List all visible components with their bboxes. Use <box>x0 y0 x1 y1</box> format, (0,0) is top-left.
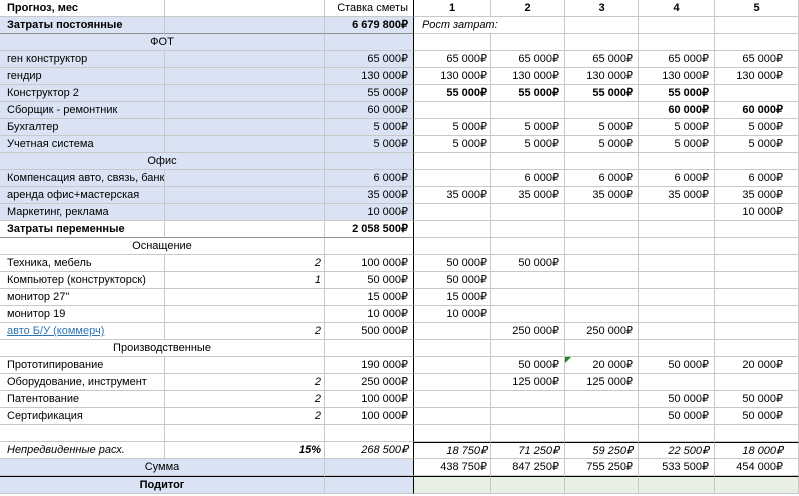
month-5-value[interactable]: 60 000₽ <box>715 102 799 119</box>
empty-cell[interactable] <box>565 340 639 357</box>
empty-cell[interactable] <box>491 340 565 357</box>
empty-cell[interactable] <box>165 0 325 17</box>
month-4-value[interactable] <box>639 323 715 340</box>
cost-row <box>0 51 799 68</box>
month-4-value[interactable] <box>639 272 715 289</box>
month-2-value[interactable]: 65 000₽ <box>491 51 565 68</box>
month-1-value[interactable] <box>414 204 491 221</box>
month-2-value[interactable]: 35 000₽ <box>491 187 565 204</box>
month-2-value[interactable]: 130 000₽ <box>491 68 565 85</box>
month-1-value[interactable]: 50 000₽ <box>414 255 491 272</box>
comment-indicator-icon[interactable] <box>565 357 571 363</box>
month-3-value[interactable] <box>565 306 639 323</box>
month-4-value[interactable]: 50 000₽ <box>639 391 715 408</box>
cost-rate[interactable]: 65 000₽ <box>325 51 414 68</box>
sum-row <box>0 459 799 476</box>
month-4-value[interactable]: 65 000₽ <box>639 51 715 68</box>
cost-name[interactable]: аренда офис+мастерская <box>0 187 165 204</box>
cost-row <box>0 289 799 306</box>
month-3-value[interactable]: 65 000₽ <box>565 51 639 68</box>
cost-row <box>0 357 799 374</box>
empty-cell[interactable] <box>325 476 414 494</box>
empty-cell[interactable] <box>639 153 715 170</box>
month-1-value[interactable]: 10 000₽ <box>414 306 491 323</box>
month-3-value[interactable]: 20 000₽ <box>565 357 639 374</box>
forecast-header[interactable]: Прогноз, мес <box>0 0 165 17</box>
cost-quantity[interactable] <box>165 306 325 323</box>
cost-row <box>0 204 799 221</box>
cost-rate[interactable]: 6 000₽ <box>325 170 414 187</box>
cost-quantity[interactable] <box>165 85 325 102</box>
cost-quantity[interactable]: 2 <box>165 408 325 425</box>
cost-quantity[interactable] <box>165 289 325 306</box>
contingency-month-4[interactable]: 22 500₽ <box>639 442 715 459</box>
month-2-value[interactable]: 125 000₽ <box>491 374 565 391</box>
month-3-value[interactable] <box>565 408 639 425</box>
month-4-value[interactable]: 60 000₽ <box>639 102 715 119</box>
contingency-row <box>0 442 799 459</box>
month-4-value[interactable]: 50 000₽ <box>639 357 715 374</box>
month-2-value[interactable]: 6 000₽ <box>491 170 565 187</box>
cost-row <box>0 272 799 289</box>
fixed-costs-total[interactable]: 6 679 800₽ <box>325 17 414 34</box>
month-5-value[interactable] <box>715 374 799 391</box>
cost-quantity[interactable] <box>165 119 325 136</box>
month-2-value[interactable] <box>491 102 565 119</box>
cost-rate[interactable]: 5 000₽ <box>325 119 414 136</box>
empty-cell[interactable] <box>639 34 715 51</box>
subtotal-label[interactable]: Подитог <box>0 476 325 494</box>
cost-row <box>0 102 799 119</box>
empty-cell[interactable] <box>325 34 414 51</box>
month-2-value[interactable] <box>491 272 565 289</box>
month-4-value[interactable] <box>639 306 715 323</box>
cost-row <box>0 68 799 85</box>
empty-cell[interactable] <box>414 238 491 255</box>
cost-rate[interactable]: 5 000₽ <box>325 136 414 153</box>
month-1-value[interactable]: 65 000₽ <box>414 51 491 68</box>
month-5-header[interactable]: 5 <box>715 0 799 17</box>
empty-cell[interactable] <box>491 221 565 238</box>
section-office[interactable]: Офис <box>0 153 325 170</box>
empty-cell[interactable] <box>565 153 639 170</box>
month-4-value[interactable] <box>639 289 715 306</box>
empty-cell[interactable] <box>565 221 639 238</box>
month-2-value[interactable]: 250 000₽ <box>491 323 565 340</box>
cost-rate[interactable]: 15 000₽ <box>325 289 414 306</box>
empty-cell[interactable] <box>565 425 639 442</box>
contingency-month-2[interactable]: 71 250₽ <box>491 442 565 459</box>
empty-cell[interactable] <box>565 34 639 51</box>
month-3-value[interactable] <box>565 272 639 289</box>
month-1-value[interactable]: 55 000₽ <box>414 85 491 102</box>
empty-cell[interactable] <box>715 221 799 238</box>
empty-cell[interactable] <box>639 221 715 238</box>
month-5-value[interactable]: 5 000₽ <box>715 119 799 136</box>
month-5-value[interactable]: 50 000₽ <box>715 408 799 425</box>
month-3-value[interactable] <box>565 391 639 408</box>
month-5-value[interactable] <box>715 272 799 289</box>
subtotal-row <box>0 476 799 494</box>
empty-cell[interactable] <box>325 425 414 442</box>
section-row <box>0 340 799 357</box>
month-1-value[interactable] <box>414 102 491 119</box>
month-2-value[interactable]: 5 000₽ <box>491 136 565 153</box>
month-3-header[interactable]: 3 <box>565 0 639 17</box>
cost-name[interactable]: ген конструктор <box>0 51 165 68</box>
cost-name[interactable]: Прототипирование <box>0 357 165 374</box>
sum-month-5[interactable]: 454 000₽ <box>715 459 799 476</box>
month-3-value[interactable]: 35 000₽ <box>565 187 639 204</box>
month-5-value[interactable]: 20 000₽ <box>715 357 799 374</box>
fixed-costs-row <box>0 17 799 34</box>
cost-rate[interactable]: 500 000₽ <box>325 323 414 340</box>
empty-cell[interactable] <box>565 476 639 494</box>
month-3-value[interactable] <box>565 102 639 119</box>
cost-row <box>0 374 799 391</box>
month-4-value[interactable] <box>639 204 715 221</box>
cost-rate[interactable]: 55 000₽ <box>325 85 414 102</box>
cost-name[interactable]: Компьютер (конструкторск) <box>0 272 165 289</box>
cost-rate[interactable]: 250 000₽ <box>325 374 414 391</box>
empty-cell[interactable] <box>414 34 491 51</box>
month-4-value[interactable]: 55 000₽ <box>639 85 715 102</box>
month-1-value[interactable]: 35 000₽ <box>414 187 491 204</box>
variable-costs-total[interactable]: 2 058 500₽ <box>325 221 414 238</box>
section-equipment[interactable]: Оснащение <box>0 238 325 255</box>
month-5-value[interactable] <box>715 85 799 102</box>
empty-cell[interactable] <box>715 340 799 357</box>
month-5-value[interactable]: 6 000₽ <box>715 170 799 187</box>
empty-cell[interactable] <box>715 34 799 51</box>
month-5-value[interactable]: 35 000₽ <box>715 187 799 204</box>
empty-cell[interactable] <box>325 238 414 255</box>
cost-quantity[interactable] <box>165 170 325 187</box>
cost-rate[interactable]: 190 000₽ <box>325 357 414 374</box>
month-3-value[interactable]: 130 000₽ <box>565 68 639 85</box>
cost-quantity[interactable]: 2 <box>165 323 325 340</box>
section-production[interactable]: Производственные <box>0 340 325 357</box>
month-5-value[interactable]: 5 000₽ <box>715 136 799 153</box>
empty-cell[interactable] <box>165 17 325 34</box>
sum-month-4[interactable]: 533 500₽ <box>639 459 715 476</box>
cost-row <box>0 391 799 408</box>
month-5-value[interactable] <box>715 289 799 306</box>
empty-cell[interactable] <box>715 476 799 494</box>
month-1-value[interactable] <box>414 323 491 340</box>
empty-cell[interactable] <box>715 425 799 442</box>
header-row <box>0 0 799 17</box>
empty-cell[interactable] <box>414 425 491 442</box>
month-1-value[interactable] <box>414 170 491 187</box>
empty-cell[interactable] <box>715 238 799 255</box>
month-3-value[interactable]: 250 000₽ <box>565 323 639 340</box>
month-2-value[interactable] <box>491 204 565 221</box>
cost-name[interactable]: Компенсация авто, связь, банк <box>0 170 165 187</box>
empty-cell[interactable] <box>165 221 325 238</box>
empty-cell[interactable] <box>325 340 414 357</box>
month-3-value[interactable] <box>565 204 639 221</box>
cost-quantity[interactable] <box>165 102 325 119</box>
month-3-value[interactable]: 125 000₽ <box>565 374 639 391</box>
month-4-value[interactable]: 35 000₽ <box>639 187 715 204</box>
variable-costs-row <box>0 221 799 238</box>
month-1-value[interactable] <box>414 357 491 374</box>
cost-quantity[interactable] <box>165 187 325 204</box>
month-4-value[interactable]: 50 000₽ <box>639 408 715 425</box>
month-2-value[interactable]: 50 000₽ <box>491 357 565 374</box>
month-1-value[interactable]: 15 000₽ <box>414 289 491 306</box>
cost-row <box>0 170 799 187</box>
sum-label[interactable]: Сумма <box>0 459 325 476</box>
month-4-value[interactable]: 130 000₽ <box>639 68 715 85</box>
cost-rate[interactable]: 100 000₽ <box>325 408 414 425</box>
empty-cell[interactable] <box>715 17 799 34</box>
month-3-value[interactable]: 5 000₽ <box>565 136 639 153</box>
empty-cell[interactable] <box>491 34 565 51</box>
month-1-header[interactable]: 1 <box>414 0 491 17</box>
cost-row <box>0 323 799 340</box>
month-5-value[interactable]: 50 000₽ <box>715 391 799 408</box>
cost-name[interactable]: Маркетинг, реклама <box>0 204 165 221</box>
cost-row <box>0 119 799 136</box>
cost-name[interactable]: Учетная система <box>0 136 165 153</box>
section-row <box>0 238 799 255</box>
month-3-value[interactable] <box>565 255 639 272</box>
month-4-value[interactable] <box>639 255 715 272</box>
cost-quantity[interactable]: 2 <box>165 374 325 391</box>
month-2-value[interactable]: 5 000₽ <box>491 119 565 136</box>
month-2-value[interactable] <box>491 306 565 323</box>
empty-cell[interactable] <box>414 340 491 357</box>
cost-rate[interactable]: 100 000₽ <box>325 255 414 272</box>
month-1-value[interactable] <box>414 408 491 425</box>
month-4-value[interactable]: 5 000₽ <box>639 136 715 153</box>
cost-name[interactable]: Техника, мебель <box>0 255 165 272</box>
cost-quantity[interactable]: 1 <box>165 272 325 289</box>
month-3-value[interactable]: 55 000₽ <box>565 85 639 102</box>
empty-cell[interactable] <box>414 476 491 494</box>
cost-rate[interactable]: 10 000₽ <box>325 306 414 323</box>
cost-name[interactable]: монитор 19 <box>0 306 165 323</box>
empty-cell[interactable] <box>414 221 491 238</box>
cost-rate[interactable]: 100 000₽ <box>325 391 414 408</box>
empty-cell[interactable] <box>565 17 639 34</box>
cost-quantity[interactable]: 2 <box>165 391 325 408</box>
variable-costs-title[interactable]: Затраты переменные <box>0 221 165 238</box>
cost-quantity[interactable] <box>165 51 325 68</box>
cost-row <box>0 187 799 204</box>
empty-cell[interactable] <box>414 153 491 170</box>
cost-name[interactable]: Сборщик - ремонтник <box>0 102 165 119</box>
cost-rate[interactable]: 10 000₽ <box>325 204 414 221</box>
month-4-value[interactable]: 6 000₽ <box>639 170 715 187</box>
section-fot[interactable]: ФОТ <box>0 34 325 51</box>
empty-cell[interactable] <box>639 425 715 442</box>
empty-cell[interactable] <box>0 425 165 442</box>
month-1-value[interactable] <box>414 391 491 408</box>
blank-row <box>0 425 799 442</box>
empty-cell[interactable] <box>491 425 565 442</box>
rate-header[interactable]: Ставка сметы <box>325 0 414 17</box>
cost-name[interactable]: Сертификация <box>0 408 165 425</box>
cost-row <box>0 306 799 323</box>
cost-rate[interactable]: 35 000₽ <box>325 187 414 204</box>
month-1-value[interactable]: 50 000₽ <box>414 272 491 289</box>
contingency-rate[interactable]: 268 500₽ <box>325 442 414 459</box>
month-5-value[interactable]: 10 000₽ <box>715 204 799 221</box>
month-1-value[interactable]: 5 000₽ <box>414 136 491 153</box>
cost-name[interactable]: Конструктор 2 <box>0 85 165 102</box>
month-3-value[interactable]: 6 000₽ <box>565 170 639 187</box>
empty-cell[interactable] <box>639 476 715 494</box>
month-2-value[interactable] <box>491 408 565 425</box>
month-1-value[interactable]: 5 000₽ <box>414 119 491 136</box>
contingency-percent[interactable]: 15% <box>165 442 325 459</box>
cost-name-link[interactable]: авто Б/У (коммерч) <box>0 323 165 340</box>
empty-cell[interactable] <box>491 476 565 494</box>
contingency-label[interactable]: Непредвиденные расх. <box>0 442 165 459</box>
sum-month-3[interactable]: 755 250₽ <box>565 459 639 476</box>
month-2-value[interactable] <box>491 289 565 306</box>
cost-name[interactable]: монитор 27" <box>0 289 165 306</box>
empty-cell[interactable] <box>565 238 639 255</box>
cost-name[interactable]: Бухгалтер <box>0 119 165 136</box>
month-2-value[interactable]: 50 000₽ <box>491 255 565 272</box>
empty-cell[interactable] <box>639 238 715 255</box>
cost-quantity[interactable] <box>165 68 325 85</box>
month-2-value[interactable] <box>491 391 565 408</box>
month-5-value[interactable]: 65 000₽ <box>715 51 799 68</box>
month-2-value[interactable]: 55 000₽ <box>491 85 565 102</box>
empty-cell[interactable] <box>639 340 715 357</box>
empty-cell[interactable] <box>491 153 565 170</box>
month-4-value[interactable] <box>639 374 715 391</box>
month-1-value[interactable]: 130 000₽ <box>414 68 491 85</box>
empty-cell[interactable] <box>325 459 414 476</box>
month-5-value[interactable] <box>715 306 799 323</box>
contingency-month-5[interactable]: 18 000₽ <box>715 442 799 459</box>
cost-name[interactable]: Патентование <box>0 391 165 408</box>
empty-cell[interactable] <box>325 153 414 170</box>
month-5-value[interactable] <box>715 323 799 340</box>
cost-quantity[interactable] <box>165 136 325 153</box>
growth-note[interactable]: Рост затрат: <box>414 17 565 34</box>
section-row <box>0 34 799 51</box>
month-3-value[interactable] <box>565 289 639 306</box>
cost-rate[interactable]: 60 000₽ <box>325 102 414 119</box>
cost-quantity[interactable]: 2 <box>165 255 325 272</box>
cost-row <box>0 136 799 153</box>
cost-rate[interactable]: 130 000₽ <box>325 68 414 85</box>
cost-quantity[interactable] <box>165 357 325 374</box>
fixed-costs-title[interactable]: Затраты постоянные <box>0 17 165 34</box>
month-5-value[interactable]: 130 000₽ <box>715 68 799 85</box>
section-row <box>0 153 799 170</box>
cost-row <box>0 408 799 425</box>
month-4-header[interactable]: 4 <box>639 0 715 17</box>
cost-name[interactable]: гендир <box>0 68 165 85</box>
cost-row <box>0 85 799 102</box>
empty-cell[interactable] <box>639 17 715 34</box>
cost-rate[interactable]: 50 000₽ <box>325 272 414 289</box>
month-2-header[interactable]: 2 <box>491 0 565 17</box>
month-5-value[interactable] <box>715 255 799 272</box>
sum-month-1[interactable]: 438 750₽ <box>414 459 491 476</box>
cost-quantity[interactable] <box>165 204 325 221</box>
contingency-month-3[interactable]: 59 250₽ <box>565 442 639 459</box>
month-1-value[interactable] <box>414 374 491 391</box>
cost-row <box>0 255 799 272</box>
empty-cell[interactable] <box>715 153 799 170</box>
empty-cell[interactable] <box>165 425 325 442</box>
sum-month-2[interactable]: 847 250₽ <box>491 459 565 476</box>
cost-name[interactable]: Оборудование, инструмент <box>0 374 165 391</box>
month-4-value[interactable]: 5 000₽ <box>639 119 715 136</box>
month-3-value[interactable]: 5 000₽ <box>565 119 639 136</box>
empty-cell[interactable] <box>491 238 565 255</box>
contingency-month-1[interactable]: 18 750₽ <box>414 442 491 459</box>
